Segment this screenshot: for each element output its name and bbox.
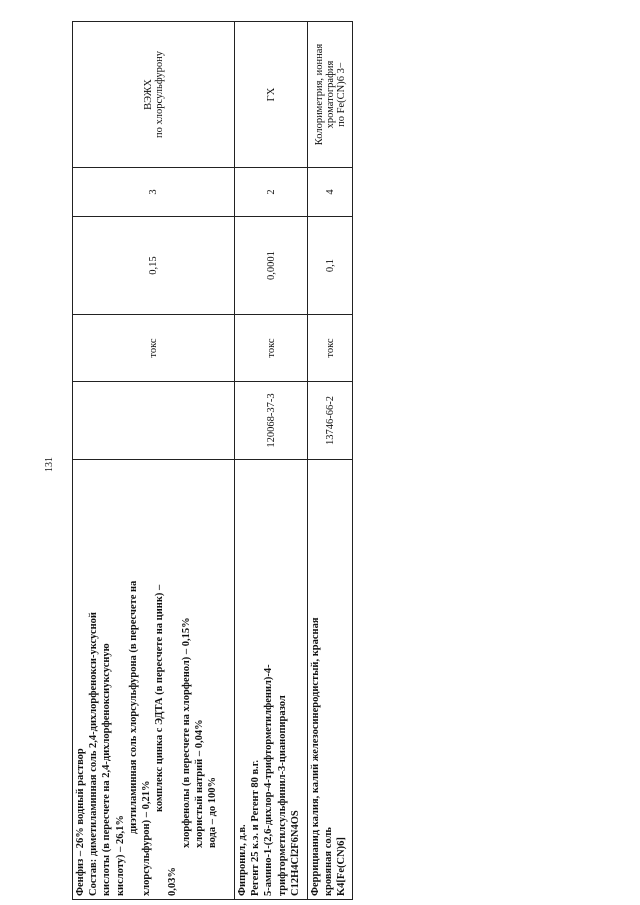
name-line: кислоту) – 26,1% [114,815,126,896]
value-cell: 0,15 [73,217,235,315]
name-line: трифторметилсульфинил-3-цианопиразол [276,695,288,896]
name-line: комплекс цинка с ЭДТА (в пересчете на цинк) – [154,584,166,812]
substance-name-cell [73,460,235,900]
method-cell [308,22,353,168]
hazard-cell: токс [73,315,235,382]
chemical-formula: K4[Fe(CN)6] [336,837,348,896]
name-line: кровяная соль [323,827,335,896]
method-line: по Fe(CN)6 3− [335,62,347,127]
class-cell: 4 [308,168,353,217]
name-line: Состав: диметиламинная соль 2,4-дихлорфенокси-уксусной [88,612,100,896]
name-line: диэтиламинная соль хлорсульфурона (в пересчете на [127,580,139,834]
name-line: Фипронил, д.в. [237,824,248,896]
name-line: хлорсульфурон) – 0,21% [141,780,153,896]
table-row [235,22,308,900]
class-cell: 2 [235,168,308,217]
table-row [308,22,353,900]
method-line: по хлорсульфурону [153,51,165,138]
substance-name-cell [308,460,353,900]
cas-cell: 13746-66-2 [308,382,353,460]
substance-name-cell [235,460,308,900]
name-line: 5-амино-1-(2,6-дихлор-4-трифторметилфенил)-4- [263,664,275,896]
page-number: 131 [44,457,55,472]
class-cell: 3 [73,168,235,217]
name-line: Феррицианид калия, калий железосинеродистый, красная [310,617,321,896]
chemical-formula: C12H4Cl2F6N4OS [289,810,301,896]
hazard-cell: токс [308,315,353,382]
name-line: кислоты (в пересчете на 2,4-дихлорфеноксиуксусную [101,643,113,896]
value-cell: 0,1 [308,217,353,315]
table-row [73,22,235,900]
name-line: Регент 25 к.э. и Регент 80 в.г. [250,759,262,896]
value-cell: 0,0001 [235,217,308,315]
cas-cell: 120068-37-3 [235,382,308,460]
name-line: вода – до 100% [207,776,219,848]
method-line: Колориметрия, ионная [313,43,325,146]
name-line: Фенфиз – 26% водный раствор [75,748,86,896]
method-line: ВЭЖХ [142,79,154,110]
method-cell: ГХ [235,22,308,168]
name-line: хлорфенолы (в пересчете на хлорфенол) – 0,15% [180,617,192,848]
name-line: 0,03% [167,867,179,896]
name-line: хлористый натрий – 0,04% [193,719,205,848]
substances-table [72,22,352,900]
method-line: хроматография [324,60,336,129]
hazard-cell: токс [235,315,308,382]
method-cell [73,22,235,168]
cas-cell [73,382,235,460]
